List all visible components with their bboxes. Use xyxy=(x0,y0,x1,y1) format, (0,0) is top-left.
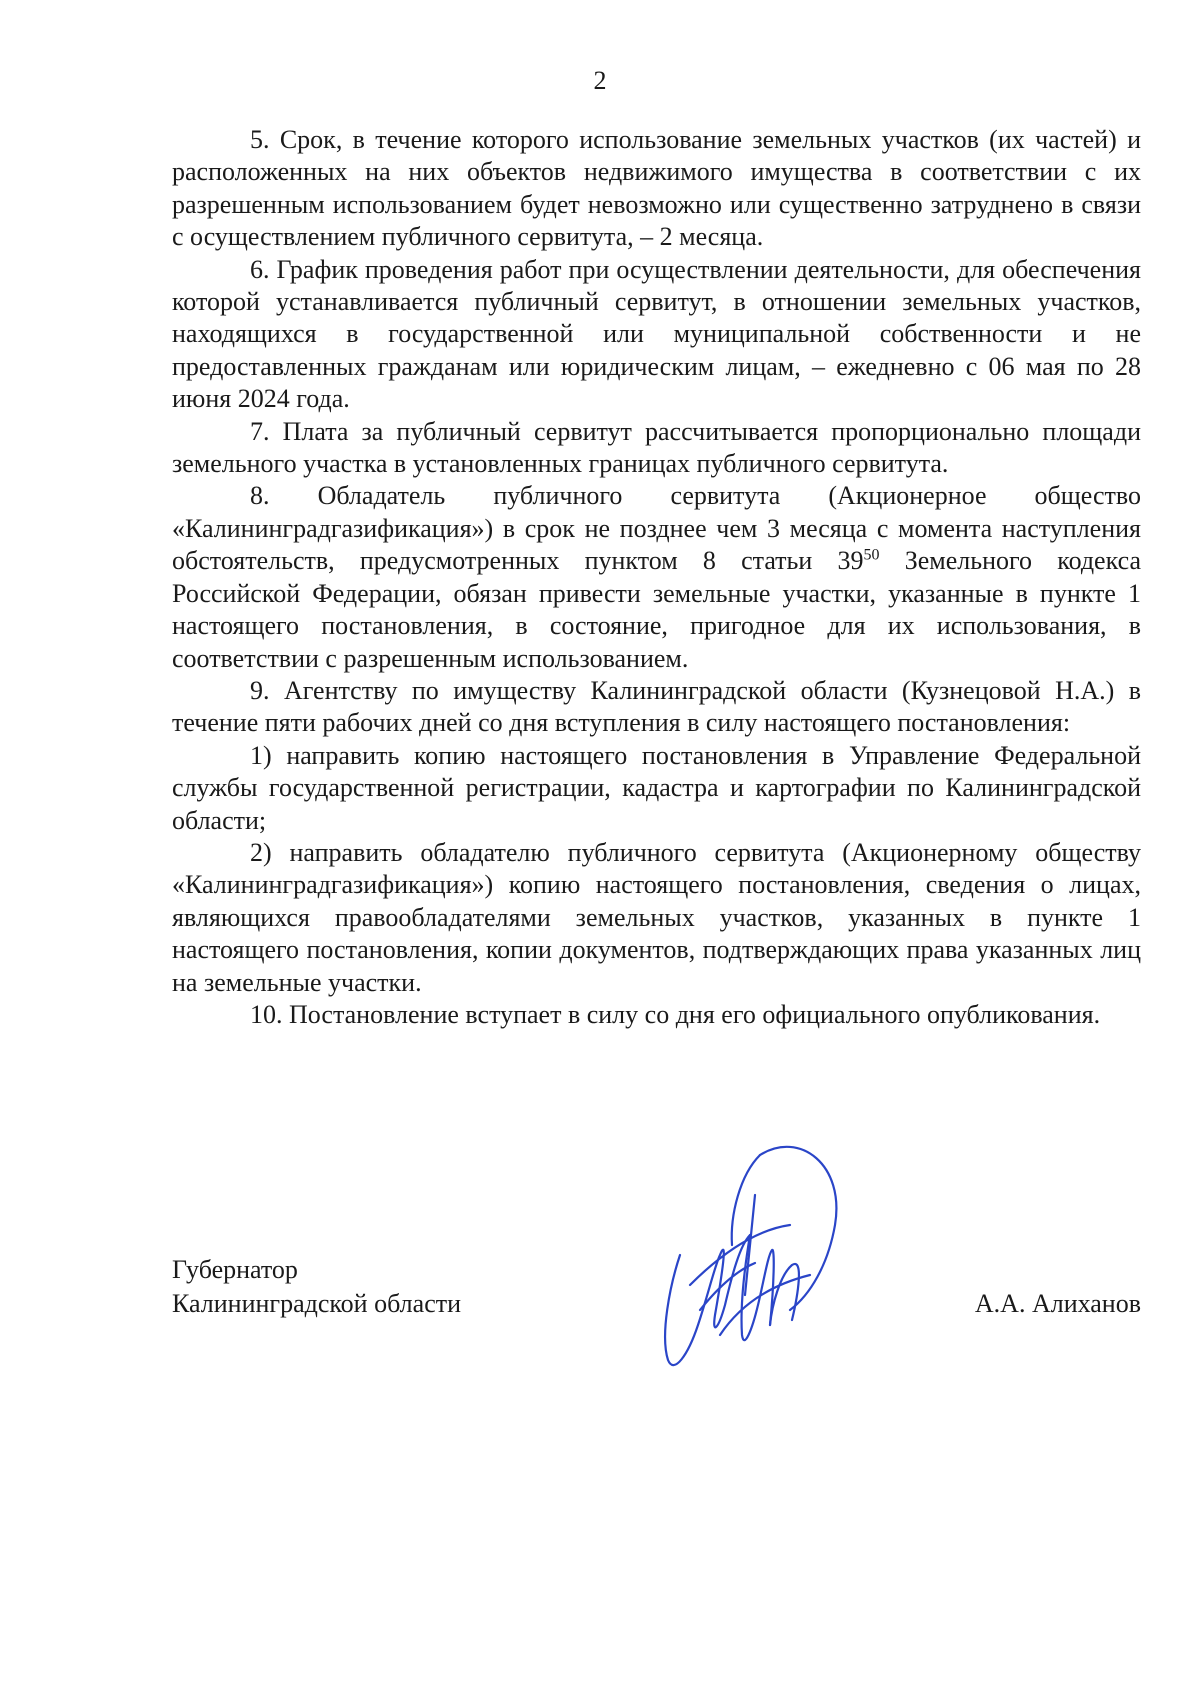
signatory-name: А.А. Алиханов xyxy=(974,1289,1141,1318)
page-number: 2 xyxy=(593,66,607,95)
paragraph-8-text-end: Земельного кодекса Российской Федерации, обязан привести земельные участки, указанные в пункте 1 настоящего постановления, в состояние, пригодное для их использования, в соответствии с разрешенным использованием. xyxy=(172,546,1141,673)
paragraph-10: 10. Постановление вступает в силу со дня его официального опубликования. xyxy=(250,999,1101,1029)
article-superscript: 50 xyxy=(863,546,880,564)
paragraph-9-item-1: 1) направить копию настоящего постановления в Управление Федеральной службы государственной регистрации, кадастра и картографии по Калининградской области; xyxy=(172,740,1141,835)
paragraph-9: 9. Агентству по имуществу Калининградской области (Кузнецовой Н.А.) в течение пяти рабочих дней со дня вступления в силу настоящего постановления: xyxy=(172,675,1141,738)
paragraph-8-text-start: 8. Обладатель публичного сервитута (Акционерное общество «Калининградгазификация») в срок не позднее чем 3 месяца с момента наступления обстоятельств, предусмотренных пунктом 8 статьи 39 xyxy=(172,481,1141,576)
signatory-position-line-2: Калининградской области xyxy=(172,1289,462,1318)
document-body xyxy=(172,124,1141,1031)
paragraph-8 xyxy=(172,480,1141,674)
paragraph-7: 7. Плата за публичный сервитут рассчитывается пропорционально площади земельного участка в установленных границах публичного сервитута. xyxy=(172,416,1141,479)
handwritten-signature xyxy=(660,1135,850,1375)
signatory-position xyxy=(172,1253,461,1321)
signatory-position-line-1: Губернатор xyxy=(172,1255,298,1284)
paragraph-6: 6. График проведения работ при осуществлении деятельности, для обеспечения которой устанавливается публичный сервитут, в отношении земельных участков, находящихся в государственной или муниципальной собственности и не предоставленных гражданам или юридическим лицам, – ежедневно с 06 мая по 28 июня 2024 года. xyxy=(172,254,1141,414)
paragraph-5: 5. Срок, в течение которого использование земельных участков (их частей) и расположенных на них объектов недвижимого имущества в соответствии с их разрешенным использованием будет невозможно или существенно затруднено в связи с осуществлением публичного сервитута, – 2 месяца. xyxy=(172,125,1141,252)
paragraph-9-item-2: 2) направить обладателю публичного сервитута (Акционерному обществу «Калининградгазификация») копию настоящего постановления, сведения о лицах, являющихся правообладателями земельных участков, указанных в пункте 1 настоящего постановления, копии документов, подтверждающих права указанных лиц на земельные участки. xyxy=(172,837,1141,997)
